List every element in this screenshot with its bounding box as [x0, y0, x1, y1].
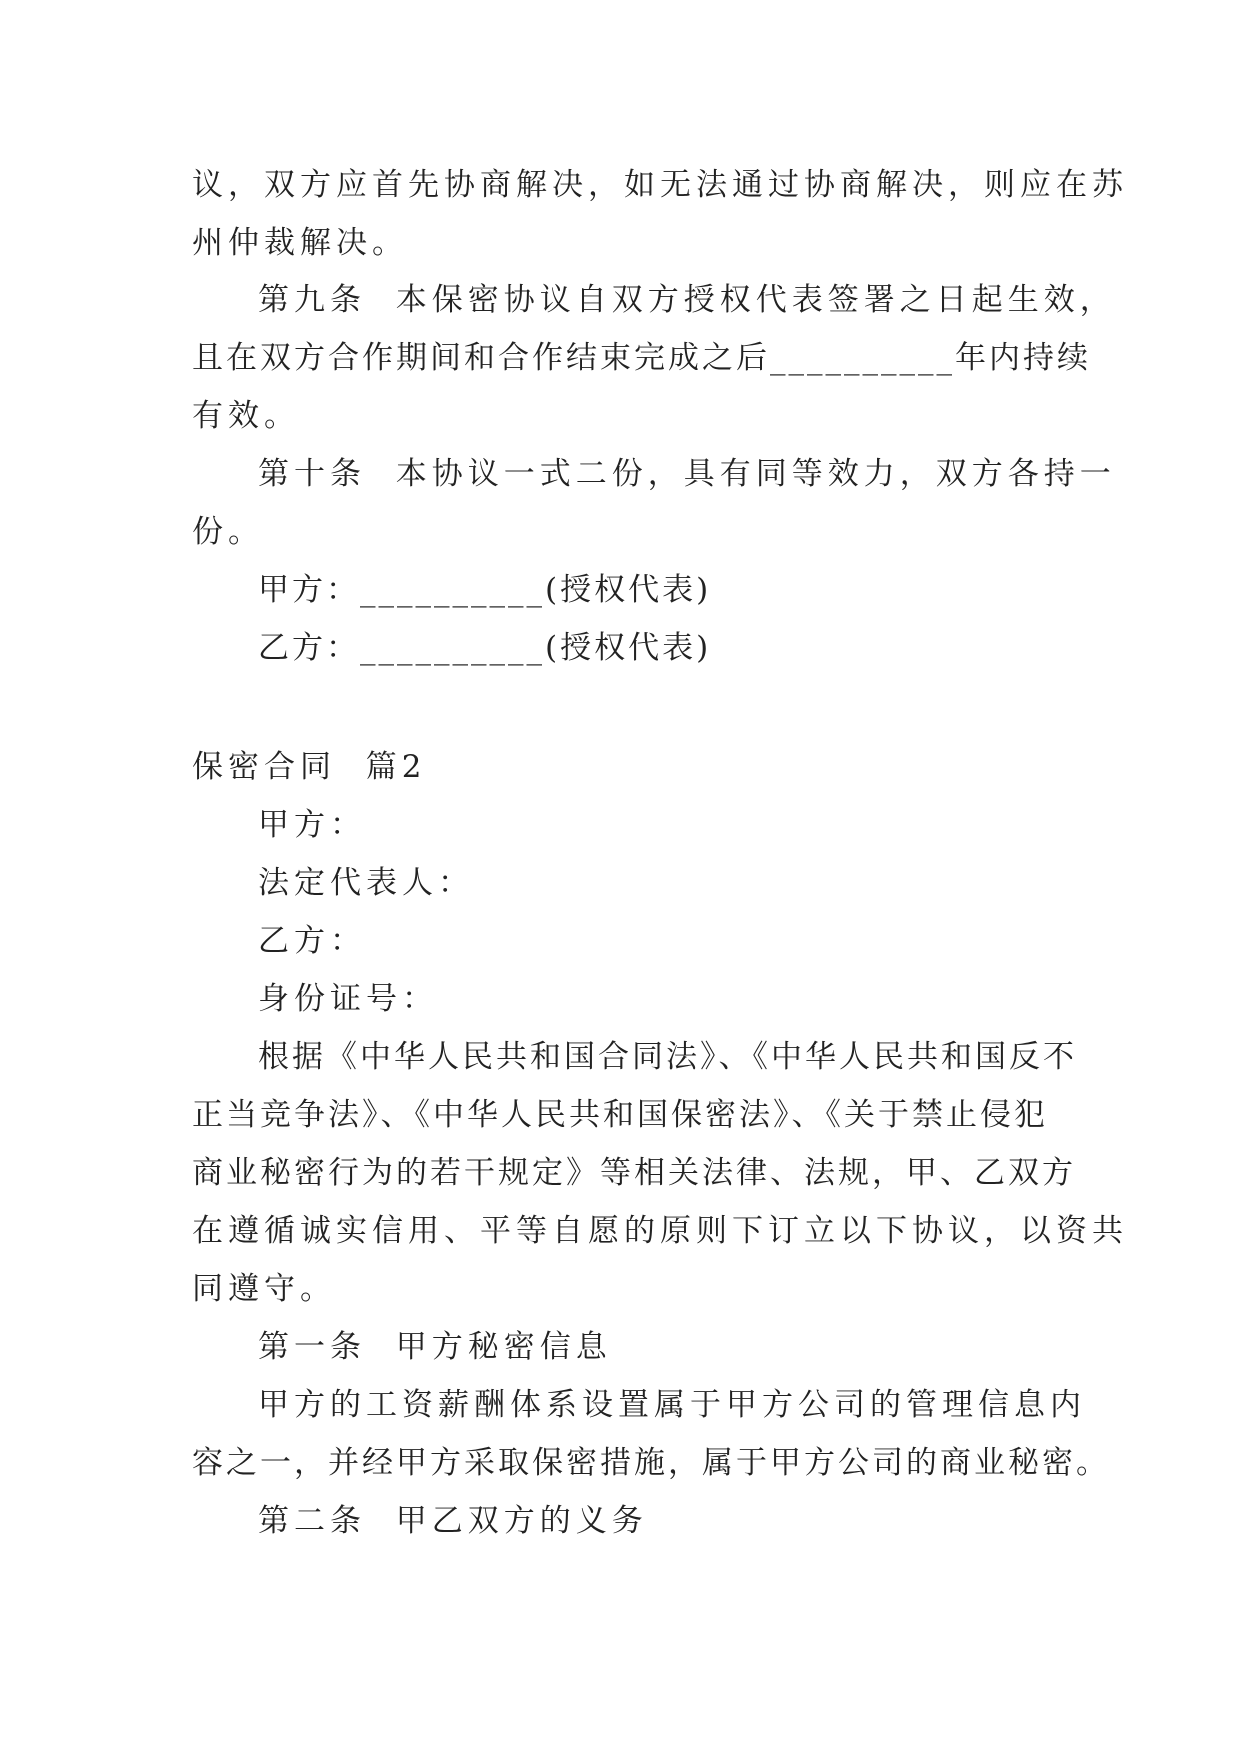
article-1-body: 容之一，并经甲方采取保密措施，属于甲方公司的商业秘密。 — [192, 1445, 1110, 1481]
article-1-body: 甲方的工资薪酬体系设置属于甲方公司的管理信息内 — [258, 1387, 1086, 1423]
text-line: 议，双方应首先协商解决，如无法通过协商解决，则应在苏 — [192, 167, 1128, 203]
legal-representative-field: 法定代表人： — [258, 865, 474, 901]
article-9-heading: 第九条 本保密协议自双方授权代表签署之日起生效， — [258, 282, 1116, 318]
article-1-heading: 第一条 甲方秘密信息 — [258, 1329, 612, 1365]
section-title: 保密合同 篇2 — [192, 749, 427, 785]
preamble-paragraph: 在遵循诚实信用、平等自愿的原则下订立以下协议，以资共 — [192, 1213, 1128, 1249]
preamble-paragraph: 商业秘密行为的若干规定》等相关法律、法规，甲、乙双方 — [192, 1155, 1076, 1191]
preamble-paragraph: 同遵守。 — [192, 1271, 336, 1307]
text-line: 有效。 — [192, 398, 300, 434]
article-2-heading: 第二条 甲乙双方的义务 — [258, 1503, 648, 1539]
id-number-field: 身份证号： — [258, 981, 438, 1017]
preamble-paragraph: 根据《中华人民共和国合同法》、《中华人民共和国反不 — [258, 1039, 1077, 1075]
party-a-field: 甲方： — [258, 807, 366, 843]
preamble-paragraph: 正当竞争法》、《中华人民共和国保密法》、《关于禁止侵犯 — [192, 1097, 1048, 1133]
text-line: 州仲裁解决。 — [192, 225, 408, 261]
text-line: 份。 — [192, 514, 264, 550]
party-a-signature-line: 甲方：__________(授权代表) — [258, 572, 712, 608]
party-b-field: 乙方： — [258, 923, 366, 959]
text-line: 且在双方合作期间和合作结束完成之后__________年内持续 — [192, 340, 1091, 376]
party-b-signature-line: 乙方：__________(授权代表) — [258, 630, 712, 666]
article-10-heading: 第十条 本协议一式二份，具有同等效力，双方各持一 — [258, 456, 1116, 492]
